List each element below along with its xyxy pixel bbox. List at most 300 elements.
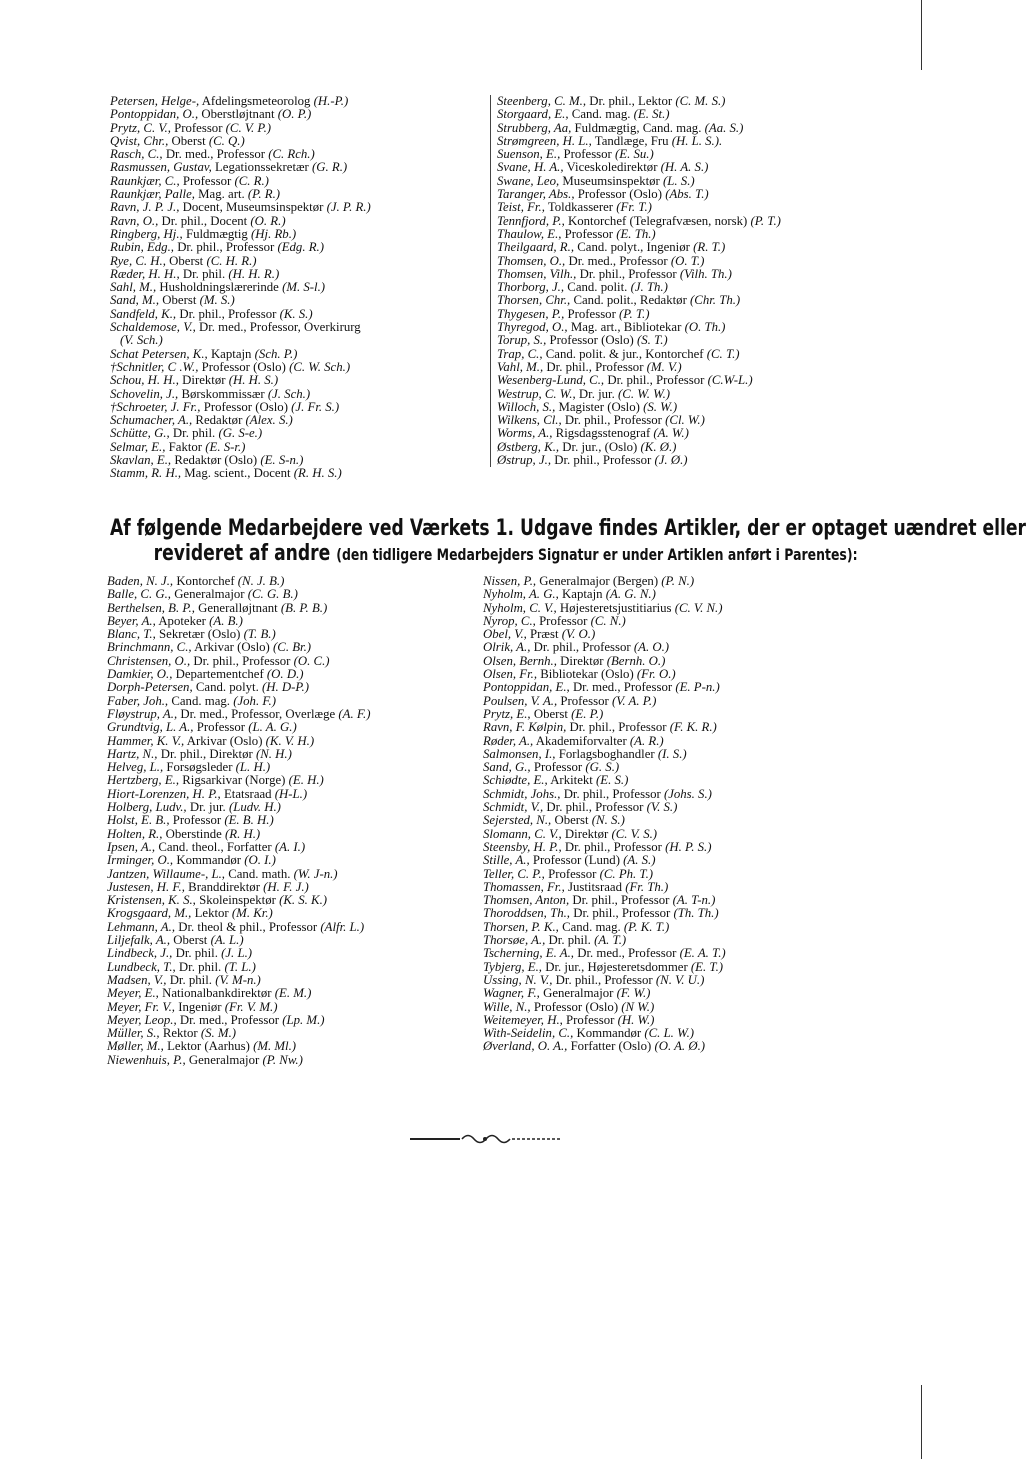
contributor-title: Mag. art. bbox=[198, 187, 245, 202]
contributor-title: Dr. phil., Direktør bbox=[160, 746, 253, 761]
contributor-signature: (C. R.) bbox=[234, 173, 269, 188]
contributor-entry bbox=[497, 228, 897, 241]
contributor-name: Meyer, E., bbox=[107, 986, 159, 1001]
contributor-title: Professor bbox=[533, 760, 583, 775]
contributor-name: Meyer, Fr. V., bbox=[107, 999, 176, 1014]
contributor-title: Legationssekretær bbox=[214, 160, 309, 175]
contributor-name: Niewenhuis, P., bbox=[107, 1052, 186, 1067]
contributor-signature: (Fr. O.) bbox=[636, 667, 676, 682]
contributor-name: Olsen, Bernh., bbox=[483, 653, 557, 668]
contributor-name: Pontoppidan, E., bbox=[483, 680, 570, 695]
contributor-entry bbox=[107, 641, 477, 654]
contributor-entry bbox=[110, 401, 480, 414]
contributor-signature: (H.-P.) bbox=[313, 94, 349, 108]
contributor-signature: (H-L.) bbox=[274, 786, 308, 801]
contributor-title: Mag. art., Bibliotekar bbox=[570, 320, 682, 335]
contributor-name: Worms, A., bbox=[497, 426, 553, 441]
contributor-name: Tscherning, E. A., bbox=[483, 946, 575, 961]
contributor-signature: (Fr. Th.) bbox=[625, 879, 669, 894]
contributor-entry bbox=[497, 161, 897, 174]
contributor-title: Oberst bbox=[169, 253, 204, 268]
contributor-signature: (M. Kr.) bbox=[231, 906, 273, 921]
contributor-name: Steenberg, C. M., bbox=[497, 94, 587, 108]
contributor-title: Dr. phil. bbox=[175, 946, 218, 961]
contributor-name: Qvist, Chr., bbox=[110, 133, 169, 148]
contributor-title: Lektor bbox=[194, 906, 229, 921]
contributor-title: Professor bbox=[564, 226, 614, 241]
contributor-title: Højesteretsjustitiarius bbox=[559, 600, 672, 615]
contributor-signature: (Johs. S.) bbox=[663, 786, 712, 801]
contributor-title: Cand. theol., Forfatter bbox=[158, 839, 272, 854]
contributor-name: Müller, S., bbox=[107, 1026, 160, 1041]
contributor-name: Nyrop, C., bbox=[483, 613, 536, 628]
contributor-signature: (V. A. P.) bbox=[611, 693, 657, 708]
contributor-name: Schütte, G., bbox=[110, 426, 170, 441]
contributor-signature: (C. V. N.) bbox=[674, 600, 723, 615]
contributor-signature: (R. H. S.) bbox=[293, 466, 342, 481]
contributor-name: Schat Petersen, K., bbox=[110, 346, 208, 361]
contributor-name: Westrup, C. W., bbox=[497, 386, 576, 401]
contributor-name: Sahl, M., bbox=[110, 280, 157, 295]
contributor-signature: (C. Br.) bbox=[273, 640, 312, 655]
contributor-entry bbox=[110, 201, 480, 214]
contributor-title: Cand. polyt. bbox=[195, 680, 259, 695]
contributor-title: Oberstinde bbox=[165, 826, 222, 841]
contributor-name: Torup, S., bbox=[497, 333, 547, 348]
contributor-signature: (H. W.) bbox=[617, 1012, 655, 1027]
contributor-name: Salmonsen, I., bbox=[483, 746, 556, 761]
contributor-title: Dr. phil., Professor bbox=[546, 800, 644, 815]
contributor-title: Cand. mag. bbox=[562, 919, 621, 934]
contributor-entry bbox=[483, 987, 883, 1000]
contributor-signature: (Lp. M.) bbox=[282, 1012, 325, 1027]
contributor-name: Prytz, C. V., bbox=[110, 120, 171, 135]
contributor-signature: (J. Ø.) bbox=[654, 453, 688, 468]
contributor-signature: (E. P-n.) bbox=[675, 680, 720, 695]
contributor-entry bbox=[497, 108, 897, 121]
decorative-ornament bbox=[410, 1130, 560, 1148]
contributor-signature: (A. T.) bbox=[594, 933, 627, 948]
contributor-entry bbox=[483, 1014, 883, 1027]
contributor-title: Professor (Oslo) bbox=[201, 359, 286, 374]
contributor-name: Ipsen, A., bbox=[107, 839, 156, 854]
contributor-title: Dr. med., Professor bbox=[572, 680, 673, 695]
contributor-signature: (S. M.) bbox=[200, 1026, 237, 1041]
contributor-name: Petersen, Helge-, bbox=[110, 94, 200, 108]
contributor-signature: (P. T.) bbox=[619, 306, 650, 321]
contributor-entry bbox=[110, 122, 480, 135]
contributor-signature: (H. D-P.) bbox=[261, 680, 310, 695]
contributor-signature: (R. T.) bbox=[693, 240, 726, 255]
contributor-name: Taranger, Abs., bbox=[497, 187, 575, 202]
contributor-title: Docent, Museumsinspektør bbox=[182, 200, 324, 215]
contributor-title: Direktør bbox=[182, 373, 226, 388]
contributor-entry bbox=[107, 801, 477, 814]
contributor-entry bbox=[483, 721, 883, 734]
contributor-title: Ingeniør bbox=[178, 999, 222, 1014]
contributor-title: Branddirektør bbox=[188, 879, 260, 894]
contributor-entry bbox=[107, 588, 477, 601]
contributor-entry bbox=[107, 907, 477, 920]
contributor-title: Dr. phil., Professor bbox=[179, 306, 277, 321]
contributor-entry bbox=[107, 1001, 477, 1014]
contributor-name: Røder, A., bbox=[483, 733, 534, 748]
contributor-signature: (Fr. V. M.) bbox=[224, 999, 278, 1014]
contributor-entry bbox=[497, 454, 897, 467]
scan-edge-line-bottom bbox=[921, 1385, 922, 1459]
contributor-name: Jantzen, Willaume-, L., bbox=[107, 866, 226, 881]
contributor-title: Dr. jur., Højesteretsdommer bbox=[545, 959, 688, 974]
contributor-signature: (K. Ø.) bbox=[640, 439, 677, 454]
contributor-title: Akademiforvalter bbox=[535, 733, 627, 748]
contributor-signature: (A. G. N.) bbox=[605, 587, 656, 602]
contributor-name: Poulsen, V. A., bbox=[483, 693, 558, 708]
contributor-entry bbox=[110, 161, 480, 174]
contributor-name: Sandfeld, K., bbox=[110, 306, 177, 321]
contributor-title: Dr. jur. bbox=[578, 386, 615, 401]
contributor-entry bbox=[497, 334, 897, 347]
contributor-entry bbox=[483, 868, 883, 881]
contributor-title: Apoteker bbox=[158, 613, 206, 628]
contributor-signature: (B. P. B.) bbox=[280, 600, 328, 615]
contributor-entry bbox=[110, 108, 480, 121]
contributor-name: Rubin, Edg., bbox=[110, 240, 174, 255]
contributor-name: Selmar, E., bbox=[110, 439, 166, 454]
contributor-entry bbox=[107, 921, 477, 934]
contributor-name: Raunkjær, C., bbox=[110, 173, 180, 188]
contributor-name: Lundbeck, T., bbox=[107, 959, 176, 974]
contributor-title: Arkitekt bbox=[550, 773, 593, 788]
contributor-entry bbox=[483, 761, 883, 774]
contributor-entry bbox=[110, 334, 480, 347]
contributor-signature: (C. V. S.) bbox=[611, 826, 658, 841]
contributor-entry bbox=[107, 814, 477, 827]
contributor-entry bbox=[107, 668, 477, 681]
contributor-signature: (P. K. T.) bbox=[623, 919, 670, 934]
contributor-signature: (E. A. T.) bbox=[679, 946, 726, 961]
contributor-entry bbox=[107, 1054, 477, 1067]
heading-line-2 bbox=[110, 541, 858, 567]
contributor-title: Museumsinspektør bbox=[562, 173, 660, 188]
contributor-signature: (P. R.) bbox=[247, 187, 281, 202]
section-heading bbox=[110, 516, 1026, 567]
contributor-signature: (A. O.) bbox=[633, 640, 670, 655]
contributor-title: Nationalbankdirektør bbox=[162, 986, 272, 1001]
contributor-title: Dr. phil. bbox=[178, 959, 222, 974]
contributor-title: Oberst bbox=[554, 813, 589, 828]
contributor-signature: (E. M.) bbox=[274, 986, 312, 1001]
contributor-name: Grundtvig, L. A., bbox=[107, 720, 194, 735]
contributor-signature: (M. Ml.) bbox=[253, 1039, 297, 1054]
contributor-signature: (J. L.) bbox=[221, 946, 253, 961]
contributor-entry bbox=[107, 628, 477, 641]
contributor-name: Strubberg, Aa, bbox=[497, 120, 572, 135]
contributor-name: Raunkjær, Palle, bbox=[110, 187, 195, 202]
contributor-entry bbox=[483, 641, 883, 654]
contributor-signature: (L. H.) bbox=[235, 760, 271, 775]
contributor-entry bbox=[497, 268, 897, 281]
contributor-name: Ussing, N. V., bbox=[483, 972, 553, 987]
contributor-entry bbox=[483, 854, 883, 867]
scan-edge-line-top bbox=[921, 0, 922, 70]
contributor-name: Schaldemose, V., bbox=[110, 320, 196, 335]
contributor-title: Cand. mag. bbox=[171, 693, 230, 708]
contributor-entry bbox=[107, 828, 477, 841]
contributor-name: Ringberg, Hj., bbox=[110, 226, 183, 241]
contributor-signature: (H. A. S.) bbox=[660, 160, 709, 175]
contributor-name: Meyer, Leop., bbox=[107, 1012, 177, 1027]
contributor-entry bbox=[110, 95, 480, 108]
contributor-entry bbox=[107, 961, 477, 974]
contributor-title: Professor bbox=[174, 120, 223, 135]
contributor-name: Holst, E. B., bbox=[107, 813, 170, 828]
contributor-signature: (W. J-n.) bbox=[293, 866, 338, 881]
contributor-entry bbox=[483, 814, 883, 827]
contributor-title: Generalløjtnant bbox=[198, 600, 278, 615]
contributor-title: Professor bbox=[539, 613, 588, 628]
contributor-signature: (H. H. R.) bbox=[228, 266, 280, 281]
contributor-name: Hartz, N., bbox=[107, 746, 158, 761]
contributor-name: Willoch, S., bbox=[497, 399, 556, 414]
contributor-title: Dr. phil., Professor bbox=[564, 413, 662, 428]
contributor-entry bbox=[107, 615, 477, 628]
contributor-signature: (C. W. Sch.) bbox=[289, 359, 351, 374]
contributor-name: Tybjerg, E., bbox=[483, 959, 542, 974]
contributor-title: Dr. phil., Professor bbox=[563, 786, 661, 801]
contributor-entry bbox=[483, 602, 883, 615]
contributor-name: Thomassen, Fr., bbox=[483, 879, 565, 894]
contributor-signature: (L. S.) bbox=[663, 173, 695, 188]
contributor-entry bbox=[483, 708, 883, 721]
contributor-entry bbox=[107, 575, 477, 588]
contributor-entry bbox=[497, 427, 897, 440]
contributor-signature: (Ludv. H.) bbox=[228, 800, 281, 815]
contributor-name: Damkier, O., bbox=[107, 667, 173, 682]
contributor-name: Thorsen, Chr., bbox=[497, 293, 571, 308]
contributor-signature: (P. T.) bbox=[750, 213, 781, 228]
contributor-name: Ræder, H. H., bbox=[110, 266, 180, 281]
contributor-signature: (O. D.) bbox=[266, 667, 304, 682]
contributor-entry bbox=[497, 215, 897, 228]
contributor-name: Berthelsen, B. P., bbox=[107, 600, 195, 615]
contributor-name: †Schroeter, J. Fr., bbox=[110, 399, 201, 414]
contributor-entry bbox=[497, 188, 897, 201]
contributor-title: Dr. phil., Professor bbox=[546, 359, 644, 374]
contributor-title: Dr. phil., Professor bbox=[569, 720, 667, 735]
contributor-title: Fuldmægtig bbox=[185, 226, 248, 241]
contributor-signature: (C. Q.) bbox=[208, 133, 245, 148]
contributor-entry bbox=[107, 934, 477, 947]
contributor-signature: (Edg. R.) bbox=[277, 240, 324, 255]
contributor-name: †Schnitler, C .W., bbox=[110, 359, 199, 374]
contributor-title: Cand. mag. bbox=[571, 107, 631, 122]
contributor-name: Thorsøe, A., bbox=[483, 933, 546, 948]
contributor-entry bbox=[107, 655, 477, 668]
contributor-name: Irminger, O., bbox=[107, 853, 174, 868]
contributor-entry bbox=[497, 281, 897, 294]
contributor-signature: (N W.) bbox=[621, 999, 655, 1014]
contributor-name: Steensby, H. P., bbox=[483, 839, 562, 854]
contributor-title: Generalmajor bbox=[543, 986, 614, 1001]
contributor-title: Dr. phil., Professor bbox=[554, 453, 652, 468]
top-right-column bbox=[490, 95, 897, 467]
contributor-signature: (A. L.) bbox=[210, 933, 244, 948]
contributor-title: Dr. phil., Professor bbox=[572, 893, 670, 908]
contributor-title: Dr. med., Professor, Overkirurg bbox=[198, 320, 361, 335]
contributor-title: Skoleinspektør bbox=[199, 893, 276, 908]
contributor-entry bbox=[483, 828, 883, 841]
contributor-signature: (A. S.) bbox=[623, 853, 656, 868]
contributor-entry bbox=[497, 201, 897, 214]
contributor-name: Beyer, A., bbox=[107, 613, 156, 628]
contributor-name: Hiort-Lorenzen, H. P., bbox=[107, 786, 221, 801]
contributor-name: Ravn, O., bbox=[110, 213, 159, 228]
contributor-signature: (C. G. B.) bbox=[247, 587, 298, 602]
contributor-title: Dr. phil., Professor bbox=[564, 839, 662, 854]
contributor-title: Tandlæge, Fru bbox=[594, 133, 669, 148]
contributor-name: Ravn, F. Kølpin, bbox=[483, 720, 567, 735]
contributor-signature: (C. V. P.) bbox=[225, 120, 272, 135]
contributor-entry bbox=[497, 348, 897, 361]
contributor-title: Kommandør bbox=[576, 1026, 642, 1041]
contributor-signature: (E. Th.) bbox=[616, 226, 656, 241]
contributor-title: Toldkasserer bbox=[547, 200, 614, 215]
contributor-name: Thomsen, Anton, bbox=[483, 893, 570, 908]
contributor-title: Professor bbox=[172, 813, 222, 828]
contributor-entry bbox=[107, 602, 477, 615]
contributor-entry bbox=[483, 681, 883, 694]
contributor-name: Christensen, O., bbox=[107, 653, 191, 668]
contributor-name: Slomann, C. V., bbox=[483, 826, 562, 841]
contributor-entry bbox=[497, 374, 897, 387]
contributor-title: Professor bbox=[182, 173, 232, 188]
contributor-title: Rigsdagsstenograf bbox=[555, 426, 651, 441]
contributor-title: Dr. phil., Docent bbox=[161, 213, 248, 228]
contributor-name: Kristensen, K. S., bbox=[107, 893, 196, 908]
contributor-signature: (C.W-L.) bbox=[707, 373, 753, 388]
contributor-name: Thoroddsen, Th., bbox=[483, 906, 570, 921]
contributor-title: Dr. jur. bbox=[189, 800, 226, 815]
contributor-title: Cand. polit. & jur., Kontorchef bbox=[545, 346, 704, 361]
contributor-title: Dr. phil., Professor bbox=[579, 266, 677, 281]
contributor-signature: (J. Fr. S.) bbox=[291, 399, 340, 414]
contributor-entry bbox=[497, 414, 897, 427]
contributor-title: Oberst bbox=[533, 706, 568, 721]
top-left-column bbox=[110, 95, 480, 481]
contributor-entry bbox=[110, 427, 480, 440]
contributor-title: Direktør bbox=[564, 826, 609, 841]
contributor-entry bbox=[110, 441, 480, 454]
contributor-title: Oberst bbox=[162, 293, 197, 308]
contributor-entry bbox=[483, 735, 883, 748]
contributor-title: Dr. med., Professor bbox=[568, 253, 668, 268]
contributor-entry bbox=[110, 361, 480, 374]
contributor-signature: (A. B.) bbox=[209, 613, 243, 628]
contributor-title: Cand. polit., Redaktør bbox=[573, 293, 687, 308]
contributor-signature: (E. S-r.) bbox=[205, 439, 246, 454]
contributor-name: Nyholm, C. V., bbox=[483, 600, 557, 615]
contributor-signature: (O. R.) bbox=[250, 213, 286, 228]
contributor-entry bbox=[497, 441, 897, 454]
contributor-entry bbox=[483, 668, 883, 681]
contributor-title: Dr. phil., Professor bbox=[607, 373, 705, 388]
contributor-name: Sand, G., bbox=[483, 760, 531, 775]
contributor-entry bbox=[483, 961, 883, 974]
contributor-entry bbox=[483, 748, 883, 761]
contributor-name: Østrup, J., bbox=[497, 453, 552, 468]
contributor-title: Dr. phil., Professor bbox=[193, 653, 291, 668]
contributor-title: Afdelingsmeteorolog bbox=[201, 94, 311, 108]
contributor-signature: (Alex. S.) bbox=[245, 413, 293, 428]
contributor-title: Arkivar (Oslo) bbox=[194, 640, 270, 655]
contributor-entry bbox=[110, 228, 480, 241]
contributor-title: Forsøgsleder bbox=[166, 760, 233, 775]
contributor-entry bbox=[110, 454, 480, 467]
contributor-entry bbox=[110, 388, 480, 401]
contributor-entry bbox=[110, 294, 480, 307]
contributor-signature: (P. Nw.) bbox=[262, 1052, 303, 1067]
contributor-name: Schmidt, V., bbox=[483, 800, 544, 815]
contributor-title: Dr. phil., Professor bbox=[177, 240, 275, 255]
contributor-signature: (J. Sch.) bbox=[267, 386, 311, 401]
contributor-entry bbox=[107, 841, 477, 854]
contributor-title: Dr. med., Professor, Overlæge bbox=[180, 706, 336, 721]
contributor-signature: (E. St.) bbox=[633, 107, 670, 122]
heading-line-2-note: (den tidligere Medarbejders Signatur er under Artiklen anført i Parentes): bbox=[336, 545, 858, 564]
contributor-signature: (Vilh. Th.) bbox=[679, 266, 732, 281]
contributor-title: Viceskoledirektør bbox=[566, 160, 658, 175]
contributor-entry bbox=[110, 148, 480, 161]
contributor-signature: (T. B.) bbox=[243, 627, 276, 642]
contributor-signature: (Aa. S.) bbox=[704, 120, 744, 135]
contributor-name: Lindbeck, J., bbox=[107, 946, 173, 961]
contributor-entry bbox=[497, 308, 897, 321]
contributor-entry bbox=[110, 414, 480, 427]
contributor-signature: (T. L.) bbox=[224, 959, 256, 974]
contributor-signature: (E. H.) bbox=[288, 773, 324, 788]
contributor-entry bbox=[107, 708, 477, 721]
contributor-signature: (N. J. B.) bbox=[237, 574, 285, 588]
contributor-signature: (E. S.) bbox=[596, 773, 629, 788]
contributor-signature: (H. L. S.). bbox=[671, 133, 723, 148]
contributor-signature: (J. Th.) bbox=[630, 280, 668, 295]
contributor-title: Præst bbox=[530, 627, 559, 642]
contributor-entry bbox=[483, 974, 883, 987]
contributor-title: Dr. phil., Professor bbox=[555, 972, 653, 987]
contributor-entry bbox=[497, 401, 897, 414]
contributor-signature: (O. C.) bbox=[293, 653, 330, 668]
contributor-name: Rye, C. H., bbox=[110, 253, 166, 268]
contributor-title: Mag. scient., Docent bbox=[184, 466, 291, 481]
contributor-entry bbox=[107, 774, 477, 787]
contributor-title: Cand. math. bbox=[228, 866, 291, 881]
contributor-title: Bibliotekar (Oslo) bbox=[540, 667, 634, 682]
contributor-signature: (N. V. U.) bbox=[655, 972, 705, 987]
contributor-signature: (E. T.) bbox=[690, 959, 724, 974]
contributor-signature: (I. S.) bbox=[657, 746, 687, 761]
contributor-title: Kontorchef bbox=[176, 574, 235, 588]
contributor-name: Justesen, H. F., bbox=[107, 879, 185, 894]
contributor-signature: (H. H. S.) bbox=[228, 373, 279, 388]
contributor-name: Olrik, A., bbox=[483, 640, 531, 655]
contributor-title: Lektor (Aarhus) bbox=[167, 1039, 250, 1054]
contributor-name: Teller, C. P., bbox=[483, 866, 545, 881]
contributor-title: Dr. med., Professor bbox=[179, 1012, 280, 1027]
contributor-name: Wesenberg-Lund, C., bbox=[497, 373, 605, 388]
contributor-signature: (C. H. R.) bbox=[206, 253, 257, 268]
contributor-signature: (S. W.) bbox=[643, 399, 678, 414]
contributor-title: Oberstløjtnant bbox=[201, 107, 275, 122]
